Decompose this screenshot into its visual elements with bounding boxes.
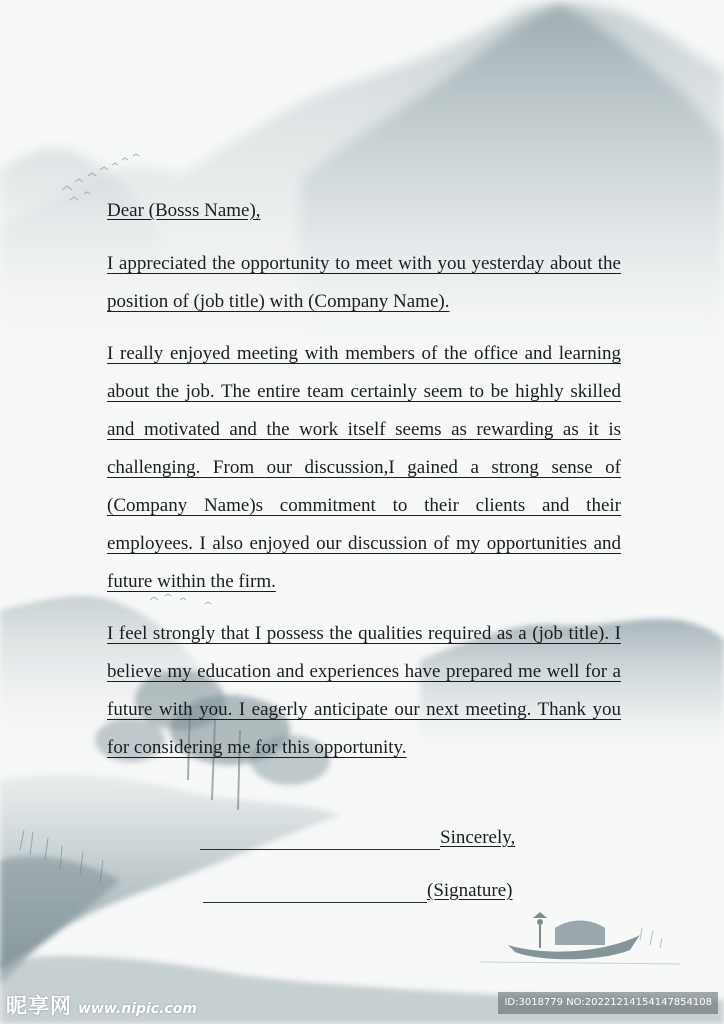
- signature-line: [203, 902, 427, 903]
- closing-line: [200, 849, 440, 850]
- watermark-logo: [6, 990, 197, 1020]
- watermark-logo-text: 昵享网: [6, 994, 72, 1018]
- paragraph-2: I really enjoyed meeting with members of the office and learning about the job. The entire team certainly seem to be highly skilled and motivated and the work itself seems as rewarding as it is challenging. From our discussion,I gained a strong sense of (Company Name)s commitment to their clients and their employees. I also enjoyed our discussion of my opportunities and future within the firm.: [107, 343, 621, 592]
- closing: Sincerely,: [440, 827, 516, 848]
- signature: (Signature): [427, 880, 513, 901]
- paragraph-1: I appreciated the opportunity to meet with you yesterday about the position of (job title) with (Company Name).: [107, 253, 621, 312]
- greeting: Dear (Bosss Name),: [107, 200, 261, 221]
- paragraph-3: I feel strongly that I possess the qualities required as a (job title). I believe my education and experiences have prepared me well for a future with you. I eagerly anticipate our next meeting. Thank you for considering me for this opportunity.: [107, 623, 621, 758]
- watermark-url: www.nipic.com: [78, 1001, 197, 1017]
- watermark-id: ID:3018779 NO:20221214154147854108: [498, 992, 718, 1014]
